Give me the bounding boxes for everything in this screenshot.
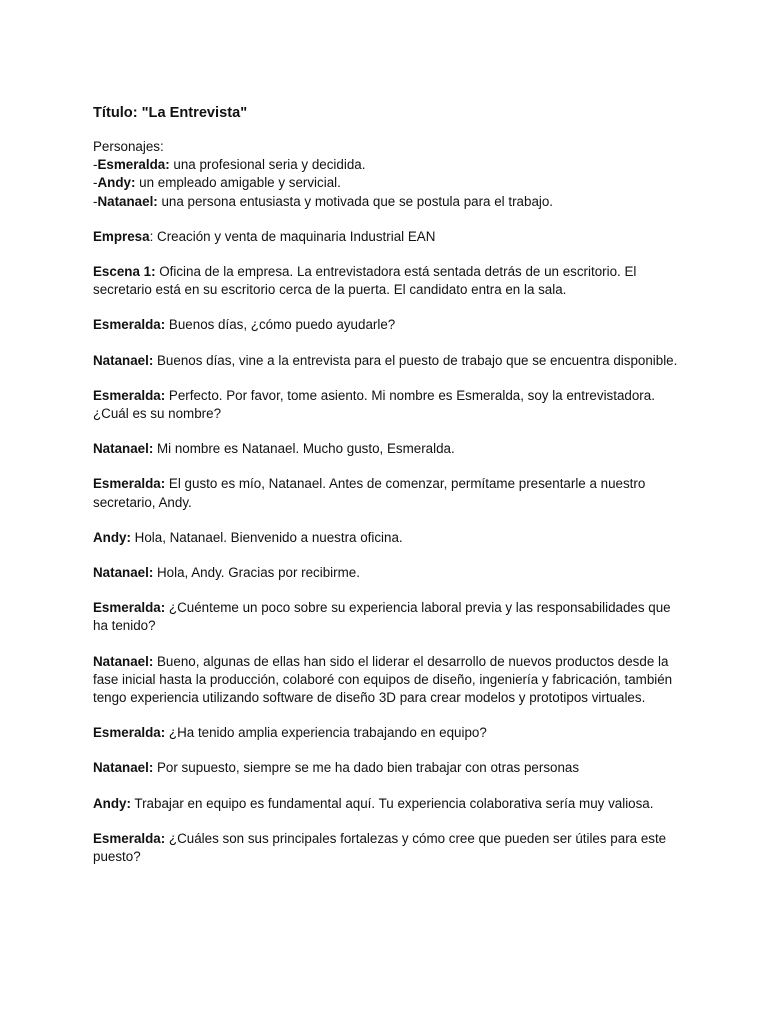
scene-description (93, 263, 683, 299)
characters-section (93, 138, 683, 211)
dialogue-line (93, 475, 683, 511)
dialogue-line (93, 564, 683, 582)
speaker-name: Andy: (93, 795, 131, 811)
scene-text: Oficina de la empresa. La entrevistadora está sentada detrás de un escritorio. El secretario está en su escritorio cerca de la puerta. El candidato entra en la sala. (93, 264, 637, 298)
company-text: : Creación y venta de maquinaria Industrial EAN (149, 228, 436, 244)
document-body (93, 103, 683, 883)
character-prefix: - (93, 175, 98, 191)
dialogue-text: Perfecto. Por favor, tome asiento. Mi nombre es Esmeralda, soy la entrevistadora. ¿Cuál es su nombre? (93, 387, 655, 422)
speaker-name: Natanael: (93, 760, 154, 776)
characters-heading: Personajes: (93, 139, 164, 154)
dialogue-line (93, 599, 683, 635)
speaker-name: Esmeralda: (93, 600, 166, 616)
speaker-name: Natanael: (93, 352, 154, 368)
character-description: una persona entusiasta y motivada que se postula para el trabajo. (157, 193, 554, 209)
document-title: Título: "La Entrevista" (93, 105, 248, 121)
company-line (93, 228, 683, 246)
dialogue-text: Trabajar en equipo es fundamental aquí. Tu experiencia colaborativa sería muy valiosa. (130, 795, 654, 811)
dialogue-text: ¿Cuénteme un poco sobre su experiencia laboral previa y las responsabilidades que ha tenido? (93, 600, 671, 634)
speaker-name: Natanael: (93, 565, 154, 581)
dialogue-line (93, 387, 683, 423)
dialogue-line (93, 352, 683, 370)
speaker-name: Esmeralda: (93, 387, 166, 403)
dialogue-line (93, 653, 683, 708)
dialogue-text: Hola, Natanael. Bienvenido a nuestra oficina. (130, 529, 403, 545)
speaker-name: Esmeralda: (93, 317, 166, 333)
character-description: un empleado amigable y servicial. (135, 175, 341, 191)
character-description: una profesional seria y decidida. (169, 157, 366, 173)
dialogue-text: ¿Ha tenido amplia experiencia trabajando en equipo? (165, 725, 487, 741)
character-name: Andy: (97, 175, 136, 191)
dialogue-text: Buenos días, vine a la entrevista para el puesto de trabajo que se encuentra disponible. (153, 352, 678, 368)
speaker-name: Esmeralda: (93, 830, 166, 846)
speaker-name: Esmeralda: (93, 725, 166, 741)
dialogue-text: Bueno, algunas de ellas han sido el liderar el desarrollo de nuevos productos desde la fase inicial hasta la producción, colaboré con equipos de diseño, ingeniería y fabricación, también tengo experiencia utilizando software de diseño 3D para crear modelos y prototipos virtuales. (93, 653, 673, 706)
speaker-name: Esmeralda: (93, 476, 166, 492)
character-name: Natanael: (97, 193, 158, 209)
company-label: Empresa (93, 228, 150, 244)
dialogue-line (93, 440, 683, 458)
dialogue-text: Buenos días, ¿cómo puedo ayudarle? (165, 317, 396, 333)
dialogue-line (93, 529, 683, 547)
dialogue-text: ¿Cuáles son sus principales fortalezas y cómo cree que pueden ser útiles para este puesto? (93, 830, 667, 865)
scene-label: Escena 1: (93, 264, 156, 280)
dialogue-line (93, 795, 683, 813)
dialogue-line (93, 759, 683, 777)
dialogue-line (93, 316, 683, 334)
speaker-name: Natanael: (93, 441, 154, 457)
speaker-name: Natanael: (93, 653, 154, 669)
character-entry (93, 193, 683, 211)
dialogue-text: Por supuesto, siempre se me ha dado bien trabajar con otras personas (153, 760, 580, 776)
dialogue-text: El gusto es mío, Natanael. Antes de comenzar, permítame presentarle a nuestro secretario, Andy. (93, 476, 646, 510)
dialogue-line (93, 830, 683, 866)
character-name: Esmeralda: (97, 157, 170, 173)
character-prefix: - (93, 157, 98, 173)
character-entry (93, 174, 683, 192)
character-prefix: - (93, 193, 98, 209)
dialogue-text: Hola, Andy. Gracias por recibirme. (153, 565, 360, 581)
character-entry (93, 156, 683, 174)
speaker-name: Andy: (93, 529, 131, 545)
dialogue-line (93, 724, 683, 742)
dialogue-text: Mi nombre es Natanael. Mucho gusto, Esmeralda. (153, 441, 455, 457)
